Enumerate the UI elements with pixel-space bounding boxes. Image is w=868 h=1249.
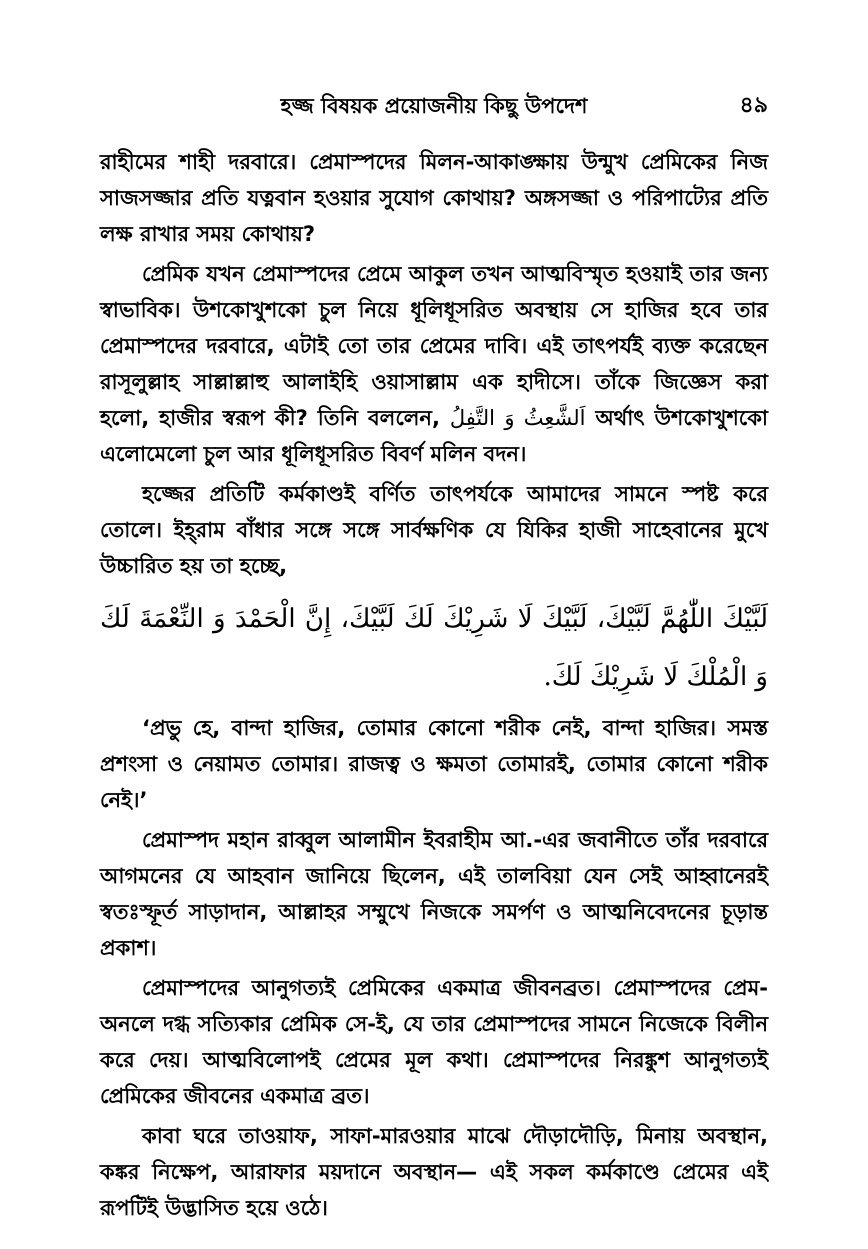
chapter-title: হজ্জ বিষয়ক প্রয়োজনীয় কিছু উপদেশ: [280, 94, 588, 118]
talbiyah-arabic: لَبَّيْكَ اللّٰهُمَّ لَبَّيْكَ، لَبَّيْكَ لَا شَرِيْكَ لَكَ لَبَّيْكَ، إِنَّ الْحَمْدَ وَ النِّعْمَةَ لَكَ وَ الْمُلْكَ لَا شَرِيْكَ لَكَ.: [100, 604, 768, 692]
paragraph-7: কাবা ঘরে তাওয়াফ, সাফা-মারওয়ার মাঝে দৌড়াদৌড়ি, মিনায় অবস্থান, কঙ্কর নিক্ষেপ, আরাফার ময়দানে অবস্থান— এই সকল কর্মকাণ্ডে প্রেমের এই রূপটিই উদ্ভাসিত হয়ে ওঠে।: [100, 1124, 768, 1220]
running-header: [100, 86, 768, 126]
paragraph-3: হজ্জের প্রতিটি কর্মকাণ্ডই বর্ণিত তাৎপর্যকে আমাদের সামনে স্পষ্ট করে তোলে। ইহ্‌রাম বাঁধার সঙ্গে সঙ্গে সার্বক্ষণিক যে যিকির হাজী সাহেবানের মুখে উচ্চারিত হয় তা হচ্ছে,: [100, 482, 768, 578]
paragraph-1: রাহীমের শাহী দরবারে। প্রেমাস্পদের মিলন-আকাঙ্ক্ষায় উন্মুখ প্রেমিকের নিজ সাজসজ্জার প্রতি যত্নবান হওয়ার সুযোগ কোথায়? অঙ্গসজ্জা ও পরিপাট্যের প্রতি লক্ষ রাখার সময় কোথায়?: [100, 150, 768, 246]
paragraph-2: [100, 256, 768, 472]
paragraph-5: প্রেমাস্পদ মহান রাব্বুল আলামীন ইবরাহীম আ.-এর জবানীতে তাঁর দরবারে আগমনের যে আহবান জানিয়ে ছিলেন, এই তালবিয়া যেন সেই আহ্বানেরই স্বতঃস্ফূর্ত সাড়াদান, আল্লাহর সম্মুখে নিজকে সমর্পণ ও আত্মনিবেদনের চূড়ান্ত প্রকাশ।: [100, 828, 768, 960]
paragraph-6: প্রেমাস্পদের আনুগত্যই প্রেমিকের একমাত্র জীবনব্রত। প্রেমাস্পদের প্রেম-অনলে দগ্ধ সত্যিকার প্রেমিক সে-ই, যে তার প্রেমাস্পদের সামনে নিজেকে বিলীন করে দেয়। আত্মবিলোপই প্রেমের মূল কথা। প্রেমাস্পদের নিরঙ্কুশ আনুগত্যই প্রেমিকের জীবনের একমাত্র ব্রত।: [100, 976, 768, 1108]
page-number: ৪৯: [739, 93, 768, 118]
paragraph-2-text: প্রেমিক যখন প্রেমাস্পদের প্রেমে আকুল তখন আত্মবিস্মৃত হওয়াই তার জন্য স্বাভাবিক। উশকোখুশকো চুল নিয়ে ধূলিধূসরিত অবস্থায় সে হাজির হবে তার প্রেমাস্পদের দরবারে, এটাই তো তার প্রেমের দাবি। এই তাৎপর্যই ব্যক্ত করেছেন রাসূলুল্লাহ সাল্লাল্লাহু আলাইহি ওয়াসাল্লাম এক হাদীসে। তাঁকে জিজ্ঞেস করা হলো, হাজীর স্বরূপ কী? তিনি বললেন,: [100, 262, 768, 430]
talbiyah-translation: ‘প্রভু হে, বান্দা হাজির, তোমার কোনো শরীক নেই, বান্দা হাজির। সমস্ত প্রশংসা ও নেয়ামত তোমার। রাজত্ব ও ক্ষমতা তোমারই, তোমার কোনো শরীক নেই।’: [100, 716, 768, 812]
body-text: [100, 144, 768, 1226]
arabic-hadith-quote: اَلشَّعِثُ وَ التَّفِلُ: [449, 406, 586, 430]
paragraph-2-translation: অর্থাৎ উশকোখুশকো এলোমেলো চুল আর ধূলিধূসরিত বিবর্ণ মলিন বদন।: [100, 406, 769, 466]
